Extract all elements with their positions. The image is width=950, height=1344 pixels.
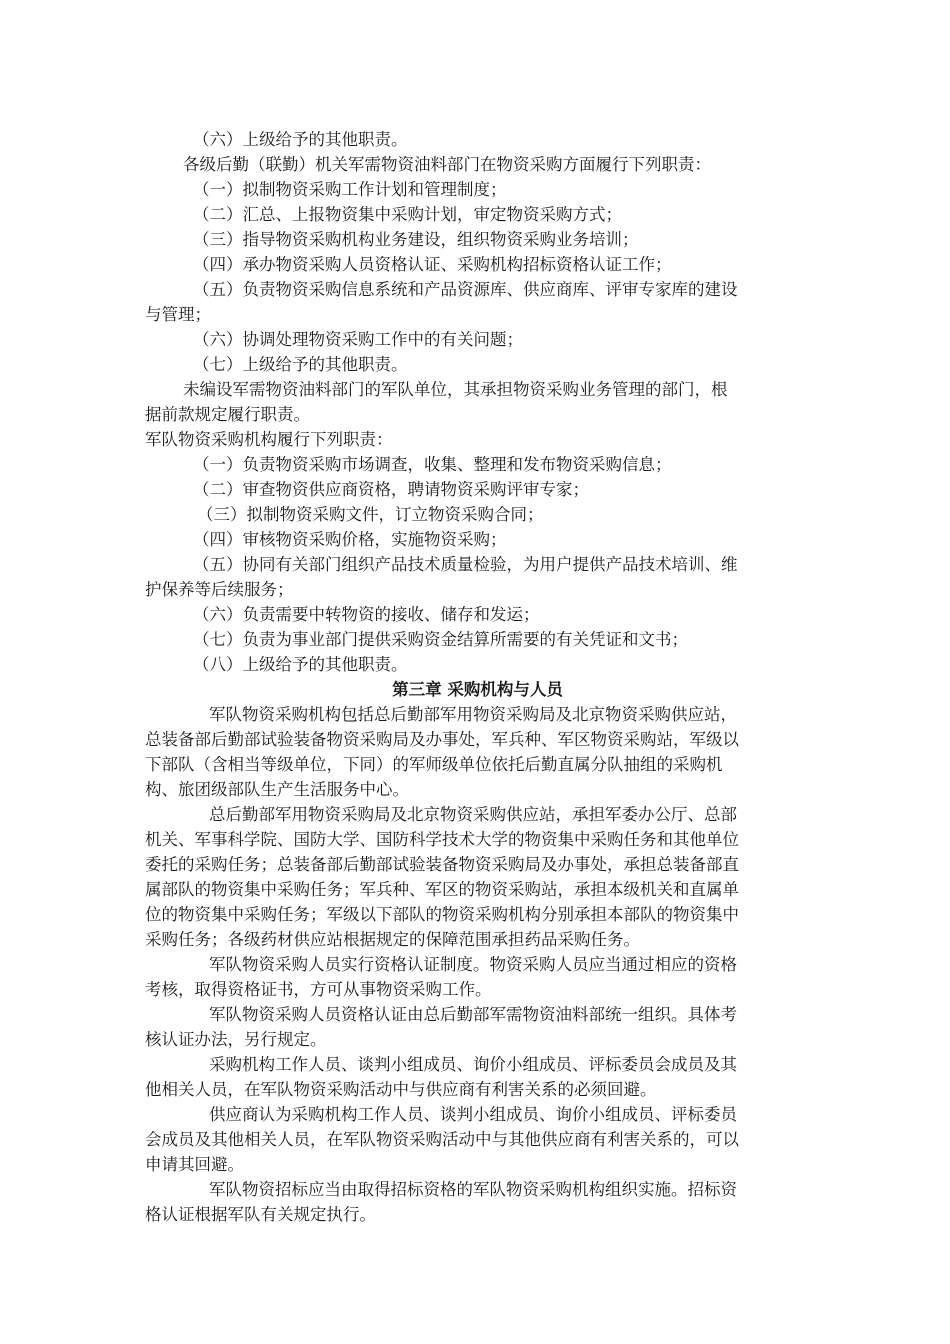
text-line: 申请其回避。 <box>145 1155 244 1174</box>
text-line: 各级后勤（联勤）机关军需物资油料部门在物资采购方面履行下列职责： <box>183 155 711 174</box>
text-line: （七）上级给予的其他职责。 <box>193 355 408 374</box>
text-line: （五）协同有关部门组织产品技术质量检验，为用户提供产品技术培训、维 <box>193 555 738 574</box>
text-line: 核认证办法，另行规定。 <box>145 1030 327 1049</box>
text-line: （三）指导物资采购机构业务建设，组织物资采购业务培训； <box>193 230 639 249</box>
text-line: （三）拟制物资采购文件，订立物资采购合同； <box>197 505 544 524</box>
text-line: 他相关人员，在军队物资采购活动中与供应商有利害关系的必须回避。 <box>145 1080 657 1099</box>
text-line: 据前款规定履行职责。 <box>145 405 310 424</box>
text-line: （四）审核物资采购价格，实施物资采购； <box>193 530 507 549</box>
document-body <box>145 127 810 1227</box>
text-line: 采购机构工作人员、谈判小组成员、询价小组成员、评标委员会成员及其 <box>209 1055 737 1074</box>
text-line: （八）上级给予的其他职责。 <box>193 655 408 674</box>
text-line: 军队物资采购人员资格认证由总后勤部军需物资油料部统一组织。具体考 <box>209 1005 737 1024</box>
text-line: 总装备部后勤部试验装备物资采购局及办事处，军兵种、军区物资采购站，军级以 <box>145 730 739 749</box>
text-line: 属部队的物资集中采购任务；军兵种、军区的物资采购站，承担本级机关和直属单 <box>145 880 739 899</box>
text-line: 会成员及其他相关人员，在军队物资采购活动中与其他供应商有利害关系的，可以 <box>145 1130 739 1149</box>
text-line: 护保养等后续服务； <box>145 580 294 599</box>
text-line: （六）上级给予的其他职责。 <box>193 130 408 149</box>
text-line: （一）负责物资采购市场调查，收集、整理和发布物资采购信息； <box>193 455 672 474</box>
text-line: 构、旅团级部队生产生活服务中心。 <box>145 780 409 799</box>
text-line: 格认证根据军队有关规定执行。 <box>145 1205 376 1224</box>
text-line: 与管理； <box>145 305 211 324</box>
text-line: 军队物资采购机构履行下列职责： <box>145 430 393 449</box>
text-line: 采购任务；各级药材供应站根据规定的保障范围承担药品采购任务。 <box>145 930 640 949</box>
text-line: 军队物资采购机构包括总后勤部军用物资采购局及北京物资采购供应站， <box>209 705 737 724</box>
text-line: （二）汇总、上报物资集中采购计划，审定物资采购方式； <box>193 205 622 224</box>
text-line: （六）协调处理物资采购工作中的有关问题； <box>193 330 523 349</box>
text-line: 军队物资采购人员实行资格认证制度。物资采购人员应当通过相应的资格 <box>209 955 737 974</box>
text-line: （一）拟制物资采购工作计划和管理制度； <box>193 180 507 199</box>
text-line: （四）承办物资采购人员资格认证、采购机构招标资格认证工作； <box>193 255 672 274</box>
text-line: 机关、军事科学院、国防大学、国防科学技术大学的物资集中采购任务和其他单位 <box>145 830 739 849</box>
text-line: 供应商认为采购机构工作人员、谈判小组成员、询价小组成员、评标委员 <box>209 1105 737 1124</box>
text-line: （六）负责需要中转物资的接收、储存和发运； <box>193 605 540 624</box>
text-line: 考核，取得资格证书，方可从事物资采购工作。 <box>145 980 492 999</box>
text-line: 委托的采购任务；总装备部后勤部试验装备物资采购局及办事处，承担总装备部直 <box>145 855 739 874</box>
text-line: 未编设军需物资油料部门的军队单位，其承担物资采购业务管理的部门，根 <box>183 380 728 399</box>
text-line: 位的物资集中采购任务；军级以下部队的物资采购机构分别承担本部队的物资集中 <box>145 905 739 924</box>
text-line: （二）审查物资供应商资格，聘请物资采购评审专家； <box>193 480 589 499</box>
chapter-heading: 第三章 采购机构与人员 <box>392 680 563 699</box>
text-line: 总后勤部军用物资采购局及北京物资采购供应站，承担军委办公厅、总部 <box>209 805 737 824</box>
text-line: （五）负责物资采购信息系统和产品资源库、供应商库、评审专家库的建设 <box>193 280 738 299</box>
text-line: （七）负责为事业部门提供采购资金结算所需要的有关凭证和文书； <box>193 630 688 649</box>
text-line: 下部队（含相当等级单位，下同）的军师级单位依托后勤直属分队抽组的采购机 <box>145 755 723 774</box>
text-line: 军队物资招标应当由取得招标资格的军队物资采购机构组织实施。招标资 <box>209 1180 737 1199</box>
